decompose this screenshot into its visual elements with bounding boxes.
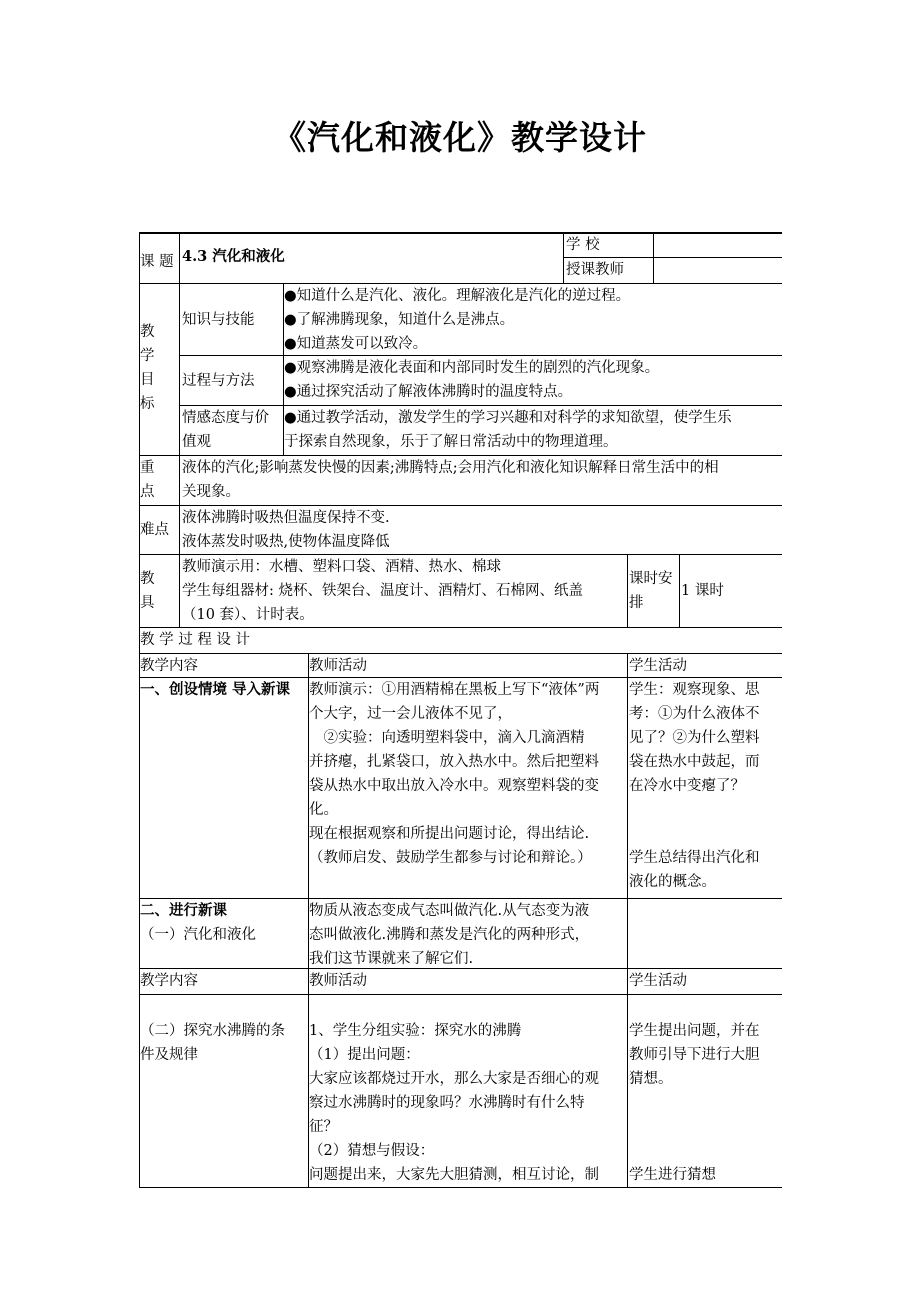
header-teacher: 教师活动 — [309, 658, 367, 674]
header-content: 教学内容 — [140, 658, 198, 674]
equipment-text: 教师演示用：水槽、塑料口袋、酒精、热水、棉球 学生每组器材: 烧杯、铁架台、温度计、酒精灯、石棉网、纸盖 （10 套）、计时表。 — [182, 559, 583, 623]
section1-student-bottom: 学生总结得出汽化和 液化的概念。 — [629, 850, 760, 890]
objective-method-label: 过程与方法 — [182, 373, 255, 389]
schedule-label: 课时安 排 — [629, 571, 673, 611]
header2-student: 学生活动 — [629, 973, 687, 989]
school-label: 学 校 — [566, 237, 600, 253]
header2-teacher: 教师活动 — [309, 973, 367, 989]
section3-content: （二）探究水沸腾的条 件及规律 — [140, 1023, 285, 1063]
objective-attitude-label: 情感态度与价 值观 — [182, 410, 269, 450]
section1-content: 一、创设情境 导入新课 — [140, 681, 291, 698]
objective-method-items: ●观察沸腾是液化表面和内部同时发生的剧烈的汽化现象。 ●通过探究活动了解液体沸腾时的温度特点。 — [284, 360, 660, 400]
section3-student-top: 学生提出问题，并在 教师引导下进行大胆 猜想。 — [629, 1023, 760, 1087]
section1-student-top: 学生：观察现象、思 考：①为什么液体不 见了？②为什么塑料 袋在热水中鼓起，而 在冷水中变瘪了？ — [629, 682, 760, 794]
objective-attitude-items: ●通过教学活动，激发学生的学习兴趣和对科学的求知欲望，使学生乐 于探索自然现象，乐于了解日常活动中的物理道理。 — [284, 410, 732, 450]
objective-knowledge-label: 知识与技能 — [182, 312, 255, 328]
process-title: 教 学 过 程 设 计 — [140, 632, 251, 648]
page-title: 《汽化和液化》教学设计 — [273, 118, 647, 157]
schedule-value: 1 课时 — [681, 583, 724, 599]
header-student: 学生活动 — [629, 658, 687, 674]
section2-content: 二、进行新课 （一）汽化和液化 — [140, 902, 256, 943]
section3-student-bottom: 学生进行猜想 — [629, 1167, 716, 1183]
objective-knowledge-items: ●知道什么是汽化、液化。理解液化是汽化的逆过程。 ●了解沸腾现象，知道什么是沸点。 ●知道蒸发可以致冷。 — [284, 288, 631, 352]
section1-teacher: 教师演示：①用酒精棉在黑板上写下“液体”两 个大字，过一会儿液体不见了， ②实验：向透明塑料袋中，滴入几滴酒精 并挤瘪，扎紧袋口，放入热水中。然后把塑料 袋从热水中取出放入冷水中。观察塑料袋的变 化。 现在根据观察和所提出问题讨论，得出结论. （教师启发、鼓励学生都参与讨论和辩论。） — [309, 682, 600, 866]
teacher-label: 授课教师 — [566, 262, 624, 278]
key-points-label: 重 点 — [140, 460, 155, 500]
key-points-text: 液体的汽化;影响蒸发快慢的因素;沸腾特点;会用汽化和液化知识解释日常生活中的相 关现象。 — [182, 460, 719, 500]
equipment-label: 教 具 — [140, 571, 155, 611]
objectives-label: 教 学 目 标 — [140, 324, 155, 412]
difficulties-text: 液体沸腾时吸热但温度保持不变. 液体蒸发时吸热,使物体温度降低 — [182, 510, 390, 550]
section3-teacher: 1、学生分组实验：探究水的沸腾 （1）提出问题： 大家应该都烧过开水，那么大家是否细心的观 察过水沸腾时的现象吗？水沸腾时有什么特 征？ （2）猜想与假设： 问题提出来，大家先大胆猜测，相互讨论，制 — [309, 1023, 599, 1183]
difficulties-label: 难点 — [140, 522, 169, 538]
section2-teacher: 物质从液态变成气态叫做汽化.从气态变为液 态叫做液化.沸腾和蒸发是汽化的两种形式， 我们这节课就来了解它们. — [309, 903, 590, 967]
course-value: 4.3 汽化和液化 — [182, 248, 285, 265]
header2-content: 教学内容 — [140, 973, 198, 989]
course-label: 课 题 — [140, 254, 174, 270]
